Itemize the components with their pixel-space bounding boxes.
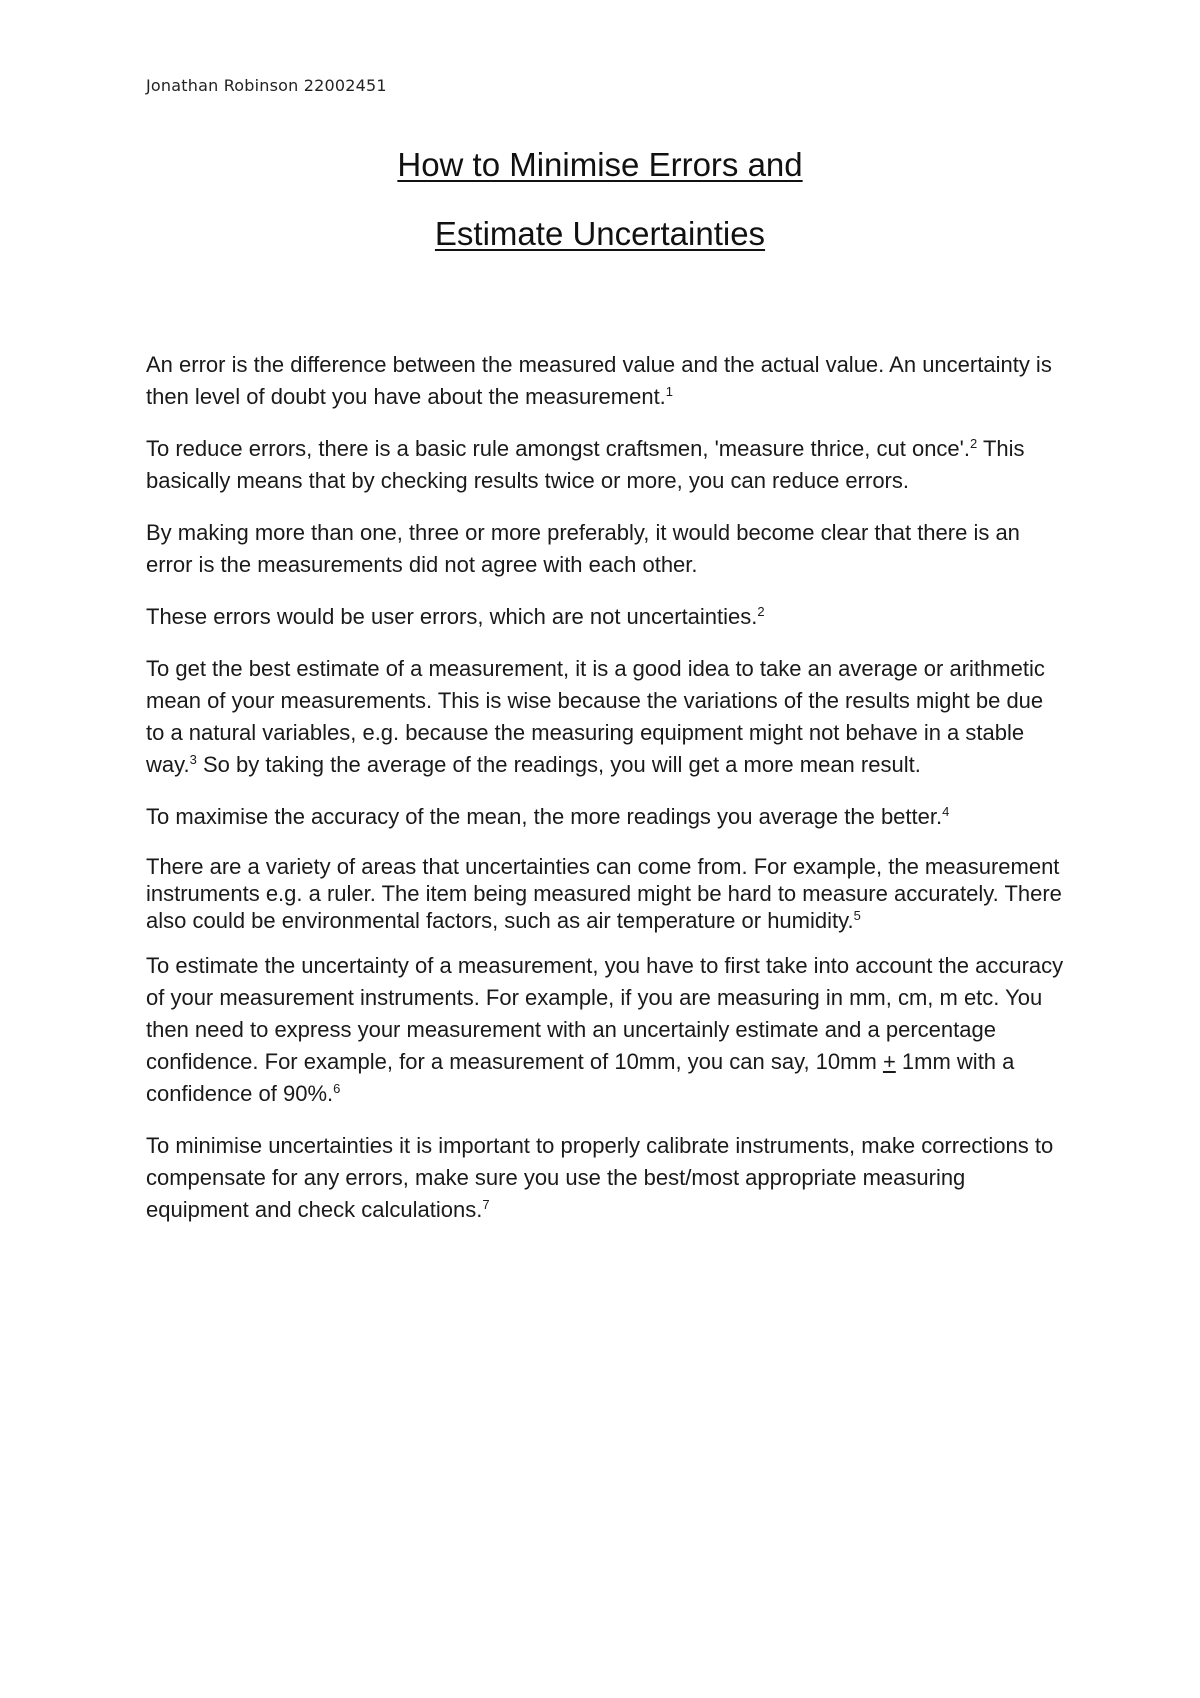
paragraph-5 — [146, 653, 1066, 781]
paragraph-1 — [146, 349, 1066, 413]
document-body — [146, 349, 1066, 1246]
plus-minus-symbol: + — [882, 1049, 896, 1074]
footnote-ref-6: 6 — [333, 1081, 341, 1096]
title-line-1: How to Minimise Errors and — [397, 146, 803, 183]
paragraph-6-text: To maximise the accuracy of the mean, the more readings you average the better. — [146, 804, 943, 829]
footnote-ref-7: 7 — [482, 1197, 490, 1212]
paragraph-1-text: An error is the difference between the measured value and the actual value. An uncertainty is then level of doubt you have about the measurement. — [146, 352, 1052, 409]
title-line-2: Estimate Uncertainties — [434, 215, 766, 252]
footnote-ref-4: 4 — [942, 804, 950, 819]
paragraph-2-text-a: To reduce errors, there is a basic rule amongst craftsmen, 'measure thrice, cut once'. — [146, 436, 970, 461]
paragraph-2-text-b: This basically means that by checking results twice or more, you can reduce errors. — [146, 436, 1025, 493]
paragraph-7-text: There are a variety of areas that uncertainties can come from. For example, the measurement instruments e.g. a ruler. The item being measured might be hard to measure accurately. There also could be environmental factors, such as air temperature or humidity. — [146, 854, 1062, 933]
author-header: Jonathan Robinson 22002451 — [146, 76, 387, 95]
paragraph-9-text: To minimise uncertainties it is important to properly calibrate instruments, make corrections to compensate for any errors, make sure you use the best/most appropriate measuring equipment and check calculations. — [146, 1133, 1054, 1222]
footnote-ref-2b: 2 — [757, 604, 765, 619]
paragraph-3 — [146, 517, 1066, 581]
footnote-ref-2: 2 — [969, 436, 978, 451]
paragraph-9 — [146, 1130, 1066, 1226]
paragraph-5-text-b: So by taking the average of the readings, you will get a more mean result. — [202, 752, 921, 777]
paragraph-2 — [146, 433, 1066, 497]
paragraph-8-text-b: 1mm with a confidence of 90%. — [146, 1049, 1015, 1106]
paragraph-4 — [146, 601, 1066, 633]
paragraph-7 — [146, 853, 1066, 934]
paragraph-8-text-a: To estimate the uncertainty of a measurement, you have to first take into account the accuracy of your measurement instruments. For example, if you are measuring in mm, cm, m etc. You then need to express your measurement with an uncertainly estimate and a percentage confidence. For example, for a measurement of 10mm, you can say, 10mm — [146, 953, 1064, 1074]
paragraph-4-text: These errors would be user errors, which are not uncertainties. — [146, 604, 758, 629]
paragraph-3-text: By making more than one, three or more preferably, it would become clear that there is an error is the measurements did not agree with each other. — [146, 520, 1020, 577]
footnote-ref-5: 5 — [853, 908, 861, 923]
paragraph-5-text-a: To get the best estimate of a measurement, it is a good idea to take an average or arithmetic mean of your measurements. This is wise because the variations of the results might be due to a natural variables, e.g. because the measuring equipment might not behave in a stable way. — [146, 656, 1045, 777]
paragraph-8 — [146, 950, 1066, 1110]
footnote-ref-3: 3 — [189, 752, 197, 767]
footnote-ref-1: 1 — [665, 384, 674, 399]
paragraph-6 — [146, 801, 1066, 833]
